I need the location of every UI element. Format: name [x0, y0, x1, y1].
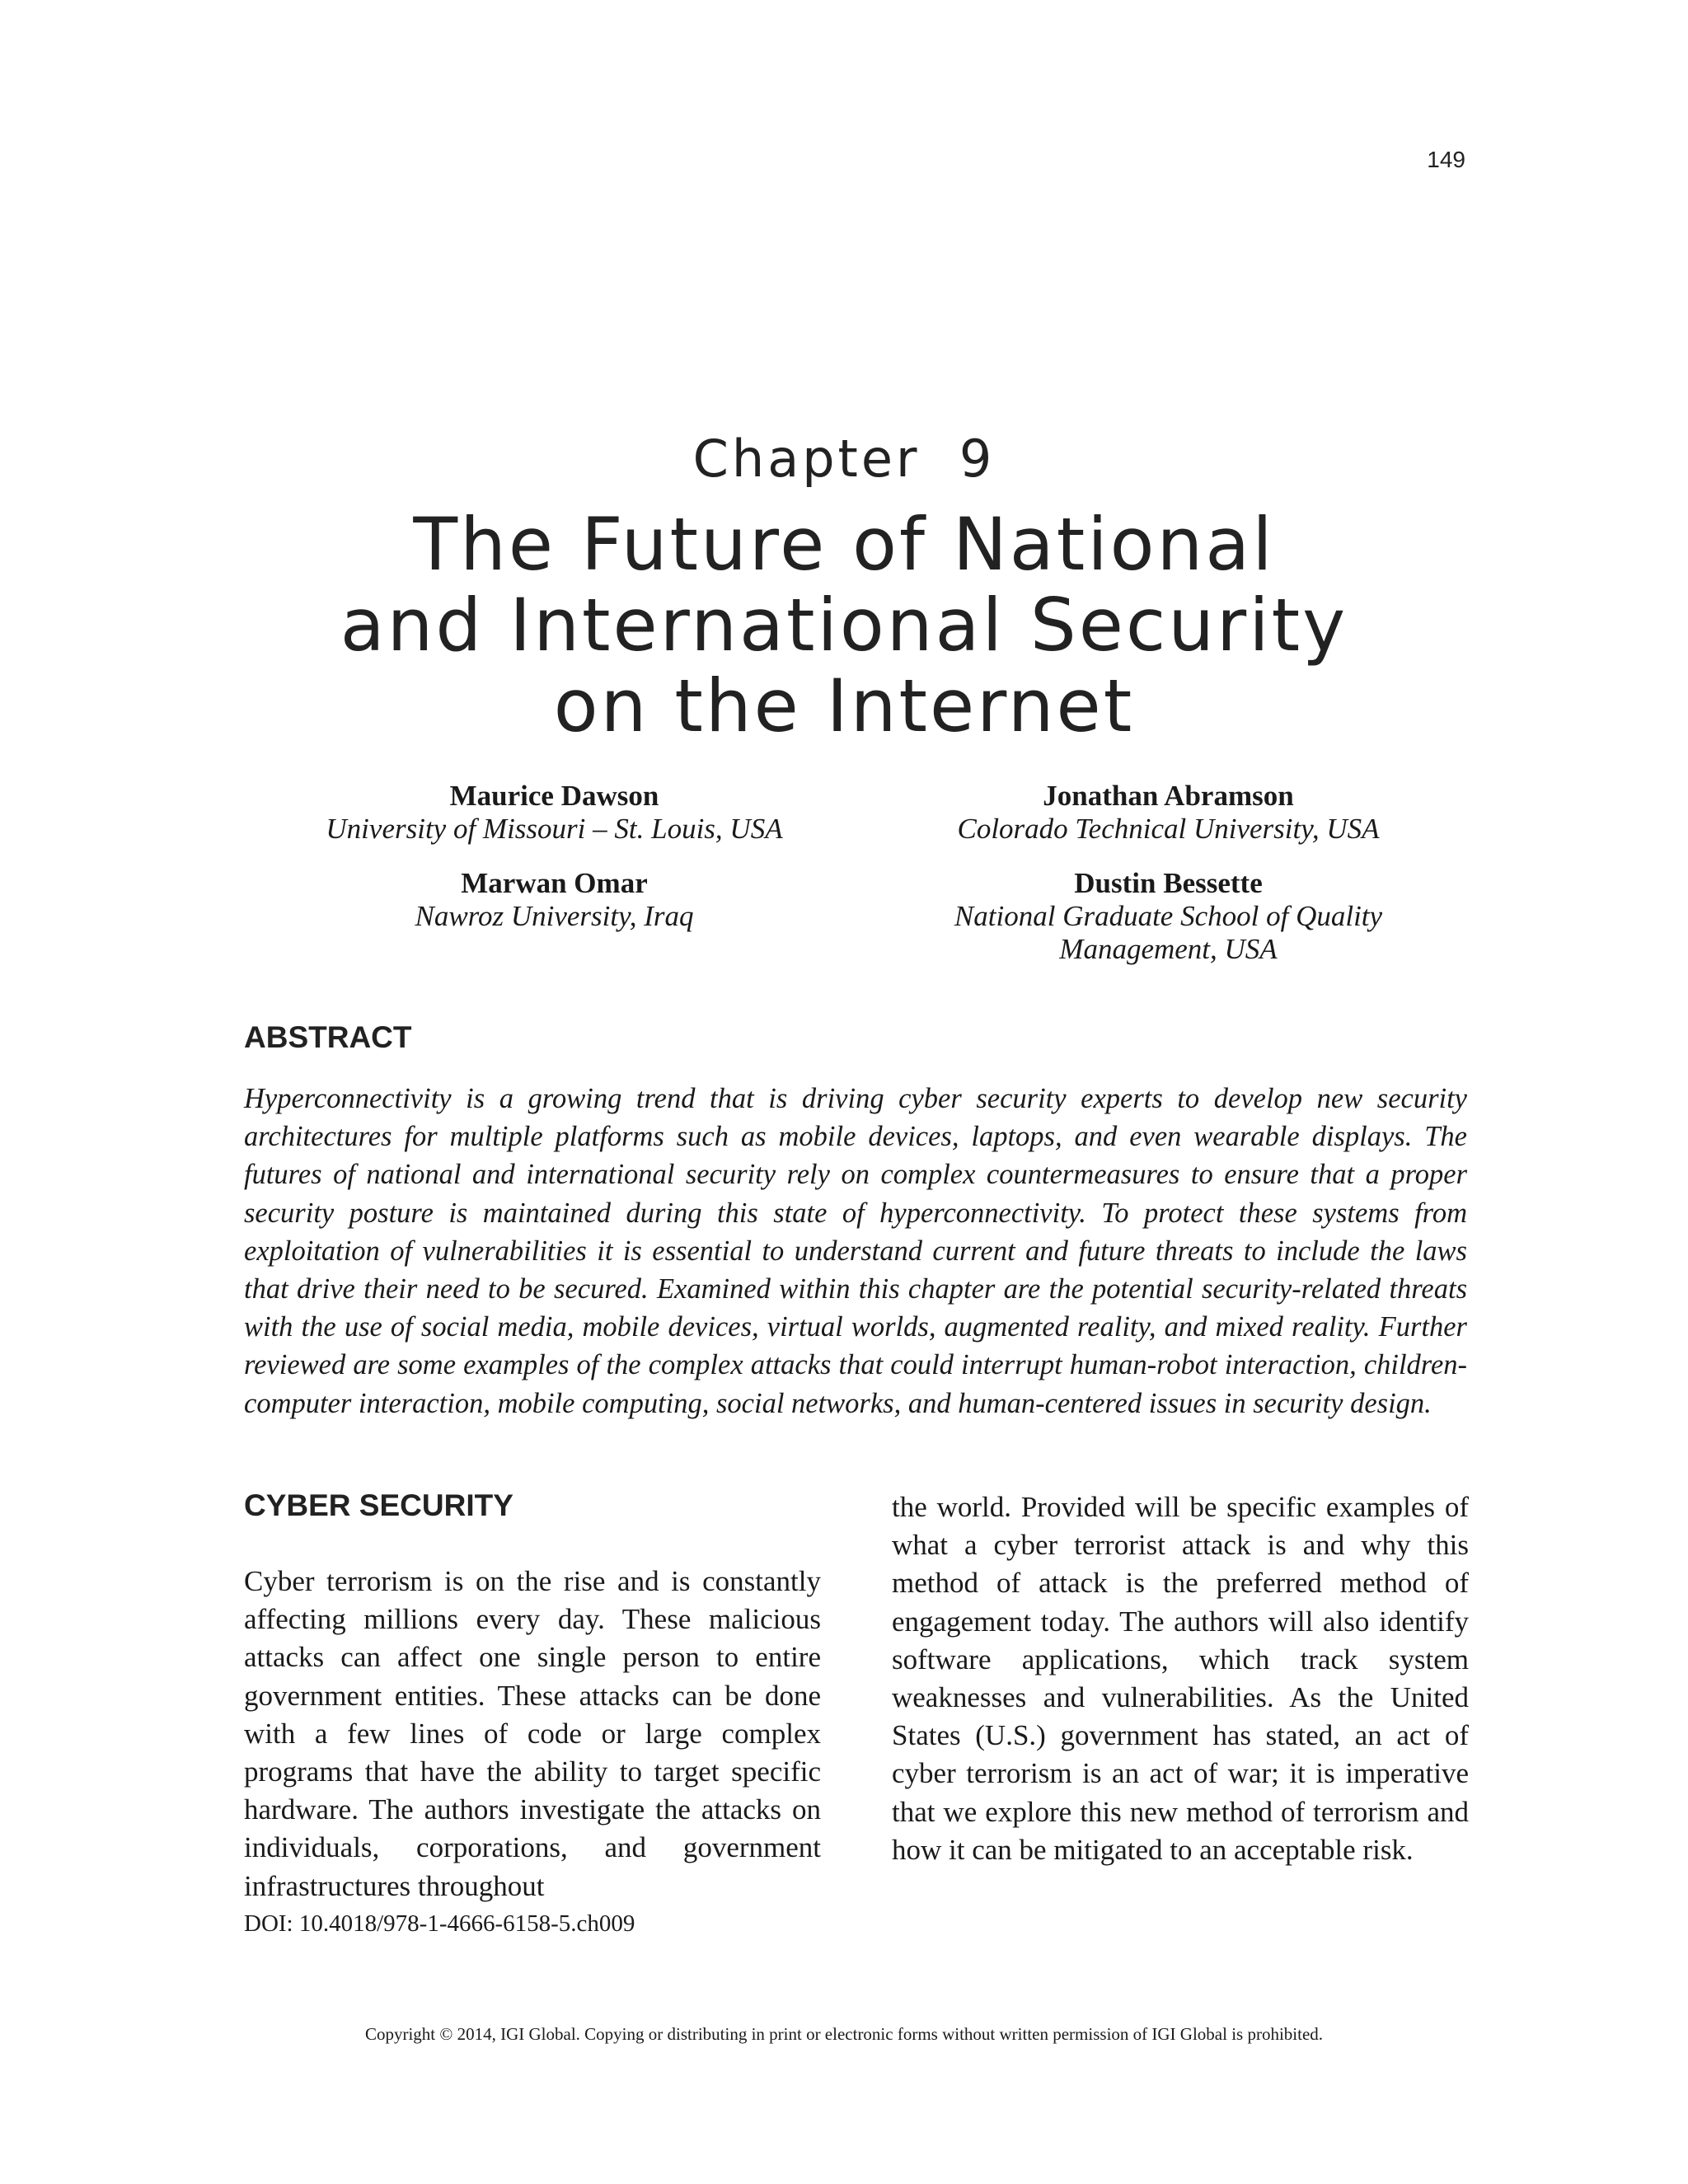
abstract-text: Hyperconnectivity is a growing trend that is driving cyber security experts to develop new security architectures for multiple platforms such as mobile devices, laptops, and even wearable displays. The futures of national and international security rely on complex countermeasures to ensure that a proper security posture is maintained during this state of hyperconnectivity. To protect these systems from exploitation of vulnerabilities it is essential to understand current and future threats to include the laws that drive their need to be secured. Examined within this chapter are the potential security-related threats with the use of social media, mobile devices, virtual worlds, augmented reality, and mixed reality. Further reviewed are some examples of the complex attacks that could interrupt human-robot interaction, children-computer interaction, mobile computing, social networks, and human-centered issues in security design.	[244, 1083, 1467, 1419]
body-paragraph: Cyber terrorism is on the rise and is constantly affecting millions every day. These malicious attacks can affect one single person to entire government entities. These attacks can be done with a few lines of code or large complex programs that have the ability to target specific hardware. The authors investigate the attacks on individuals, corporations, and government infrastructures throughout	[244, 1565, 821, 1902]
copyright-notice: Copyright © 2014, IGI Global. Copying or distributing in print or electronic forms without written permission of IGI Global is prohibited.	[364, 2024, 1324, 2044]
chapter-title	[0, 504, 1688, 747]
author-affiliation: Management, USA	[1059, 933, 1278, 965]
author-name: Marwan Omar	[461, 867, 648, 899]
author-affiliation: National Graduate School of Quality	[954, 900, 1383, 932]
author-name: Jonathan Abramson	[1043, 780, 1294, 812]
chapter-title-line: The Future of National	[413, 502, 1275, 587]
chapter-title-line: and International Security	[340, 583, 1348, 668]
author-name: Dustin Bessette	[1074, 867, 1263, 899]
left-column	[244, 1488, 821, 1905]
doi: DOI: 10.4018/978-1-4666-6158-5.ch009	[244, 1910, 635, 1937]
author-affiliation: University of Missouri – St. Louis, USA	[326, 813, 783, 845]
author-affiliation: Nawroz University, Iraq	[415, 900, 694, 932]
author-affiliation: Colorado Technical University, USA	[957, 813, 1380, 845]
body-paragraph: the world. Provided will be specific examples of what a cyber terrorist attack is and why this method of attack is the preferred method of engagement today. The authors will also identify software applications, which track system weaknesses and vulnerabilities. As the United States (U.S.) government has stated, an act of cyber terrorism is an act of war; it is imperative that we explore this new method of terrorism and how it can be mitigated to an acceptable risk.	[892, 1491, 1469, 1866]
author-block	[247, 867, 861, 966]
abstract-heading: ABSTRACT	[244, 1020, 412, 1054]
author-block	[861, 780, 1475, 846]
page-number: 149	[1427, 147, 1465, 172]
author-block	[247, 780, 861, 846]
author-list	[247, 780, 1475, 966]
author-name: Maurice Dawson	[449, 780, 659, 812]
right-column	[892, 1488, 1469, 1869]
chapter-label: Chapter 9	[692, 429, 996, 489]
author-block	[861, 867, 1475, 966]
section-heading: CYBER SECURITY	[244, 1488, 513, 1522]
chapter-title-line: on the Internet	[553, 663, 1135, 748]
